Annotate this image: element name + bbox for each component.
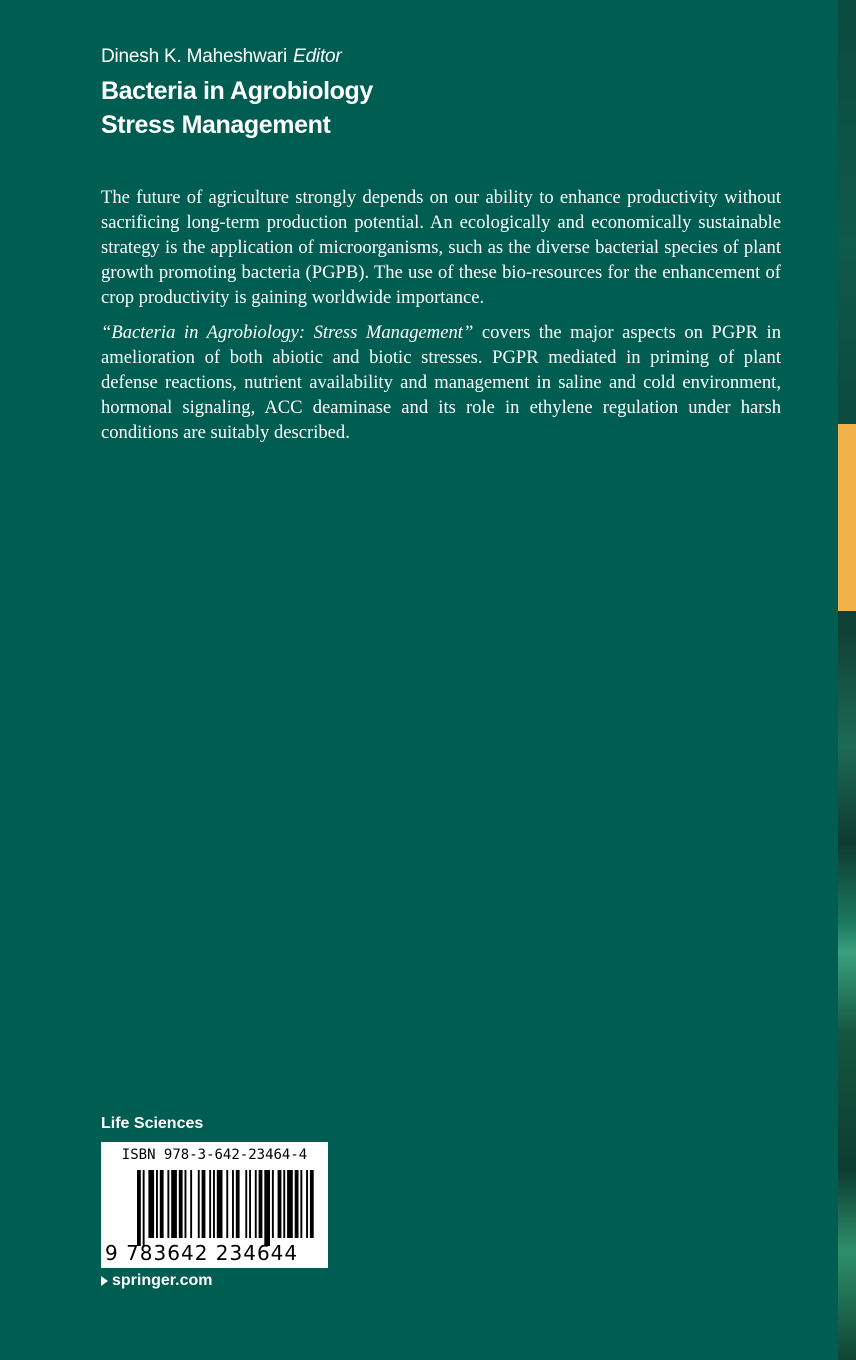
book-title bbox=[101, 74, 373, 142]
barcode-bar bbox=[137, 1170, 141, 1246]
barcode-bar bbox=[283, 1170, 285, 1238]
barcode-bar bbox=[167, 1170, 169, 1238]
author-line bbox=[101, 46, 342, 68]
barcode-bar bbox=[171, 1170, 177, 1238]
barcode-bar bbox=[213, 1170, 215, 1238]
barcode-bar bbox=[259, 1170, 263, 1238]
ean-digits: 9 783642 234644 bbox=[105, 1241, 299, 1265]
springer-link-label[interactable]: springer.com bbox=[112, 1272, 213, 1289]
barcode-bar bbox=[185, 1170, 187, 1238]
barcode-bar bbox=[226, 1170, 228, 1238]
barcode-bar bbox=[148, 1170, 154, 1238]
barcode-bar bbox=[160, 1170, 164, 1238]
barcode-bar bbox=[255, 1170, 257, 1238]
isbn-label: ISBN 978-3-642-23464-4 bbox=[121, 1147, 308, 1163]
subject-category: Life Sciences bbox=[101, 1115, 204, 1132]
barcode-bar bbox=[232, 1170, 234, 1238]
barcode-panel bbox=[101, 1142, 328, 1268]
book-title-line-1: Bacteria in Agrobiology bbox=[101, 77, 373, 105]
blurb-book-title: “Bacteria in Agrobiology: Stress Management” bbox=[101, 322, 474, 343]
barcode-bar bbox=[278, 1170, 282, 1238]
barcode-bar bbox=[295, 1170, 299, 1238]
barcode-bar bbox=[143, 1170, 145, 1246]
barcode-bar bbox=[306, 1170, 308, 1238]
author-name: Dinesh K. Maheshwari bbox=[101, 46, 288, 67]
spine-accent-bar bbox=[838, 424, 856, 611]
barcode-bar bbox=[190, 1170, 192, 1238]
barcode-bar bbox=[198, 1170, 200, 1238]
blurb-paragraph-2-text: covers the major aspects on PGPR in amelioration of both abiotic and biotic stresses. PGPR mediated in priming of plant defense reactions, nutrient availability and management in saline and cold environment, hormonal signaling, ACC deaminase and its role in ethylene regulation under harsh conditions are suitably described. bbox=[101, 322, 781, 443]
barcode-bar bbox=[209, 1170, 211, 1238]
book-title-line-2: Stress Management bbox=[101, 111, 331, 139]
barcode-bar bbox=[249, 1170, 251, 1238]
barcode-bar bbox=[300, 1170, 302, 1238]
blurb bbox=[101, 185, 781, 455]
barcode-bar bbox=[272, 1170, 274, 1238]
barcode-bar bbox=[310, 1170, 314, 1238]
triangle-right-icon bbox=[101, 1276, 108, 1286]
springer-link[interactable] bbox=[101, 1272, 212, 1290]
barcode-bar bbox=[236, 1170, 240, 1238]
barcode-bar bbox=[287, 1170, 293, 1238]
barcode-bar bbox=[245, 1170, 247, 1238]
barcode-bar bbox=[264, 1170, 270, 1246]
barcode-bar bbox=[202, 1170, 206, 1238]
barcode-bar bbox=[179, 1170, 183, 1238]
spine-edge bbox=[838, 0, 856, 1360]
blurb-paragraph-1: The future of agriculture strongly depends on our ability to enhance productivity without sacrificing long-term production potential. An ecologically and economically sustainable strategy is the application of microorganisms, such as the diverse bacterial species of plant growth promoting bacteria (PGPB). The use of these bio-resources for the enhancement of crop productivity is gaining worldwide importance. bbox=[101, 187, 781, 308]
author-role: Editor bbox=[293, 46, 342, 67]
barcode-bar bbox=[156, 1170, 158, 1238]
barcode-bar bbox=[217, 1170, 223, 1238]
blurb-paragraph-2 bbox=[101, 320, 781, 445]
